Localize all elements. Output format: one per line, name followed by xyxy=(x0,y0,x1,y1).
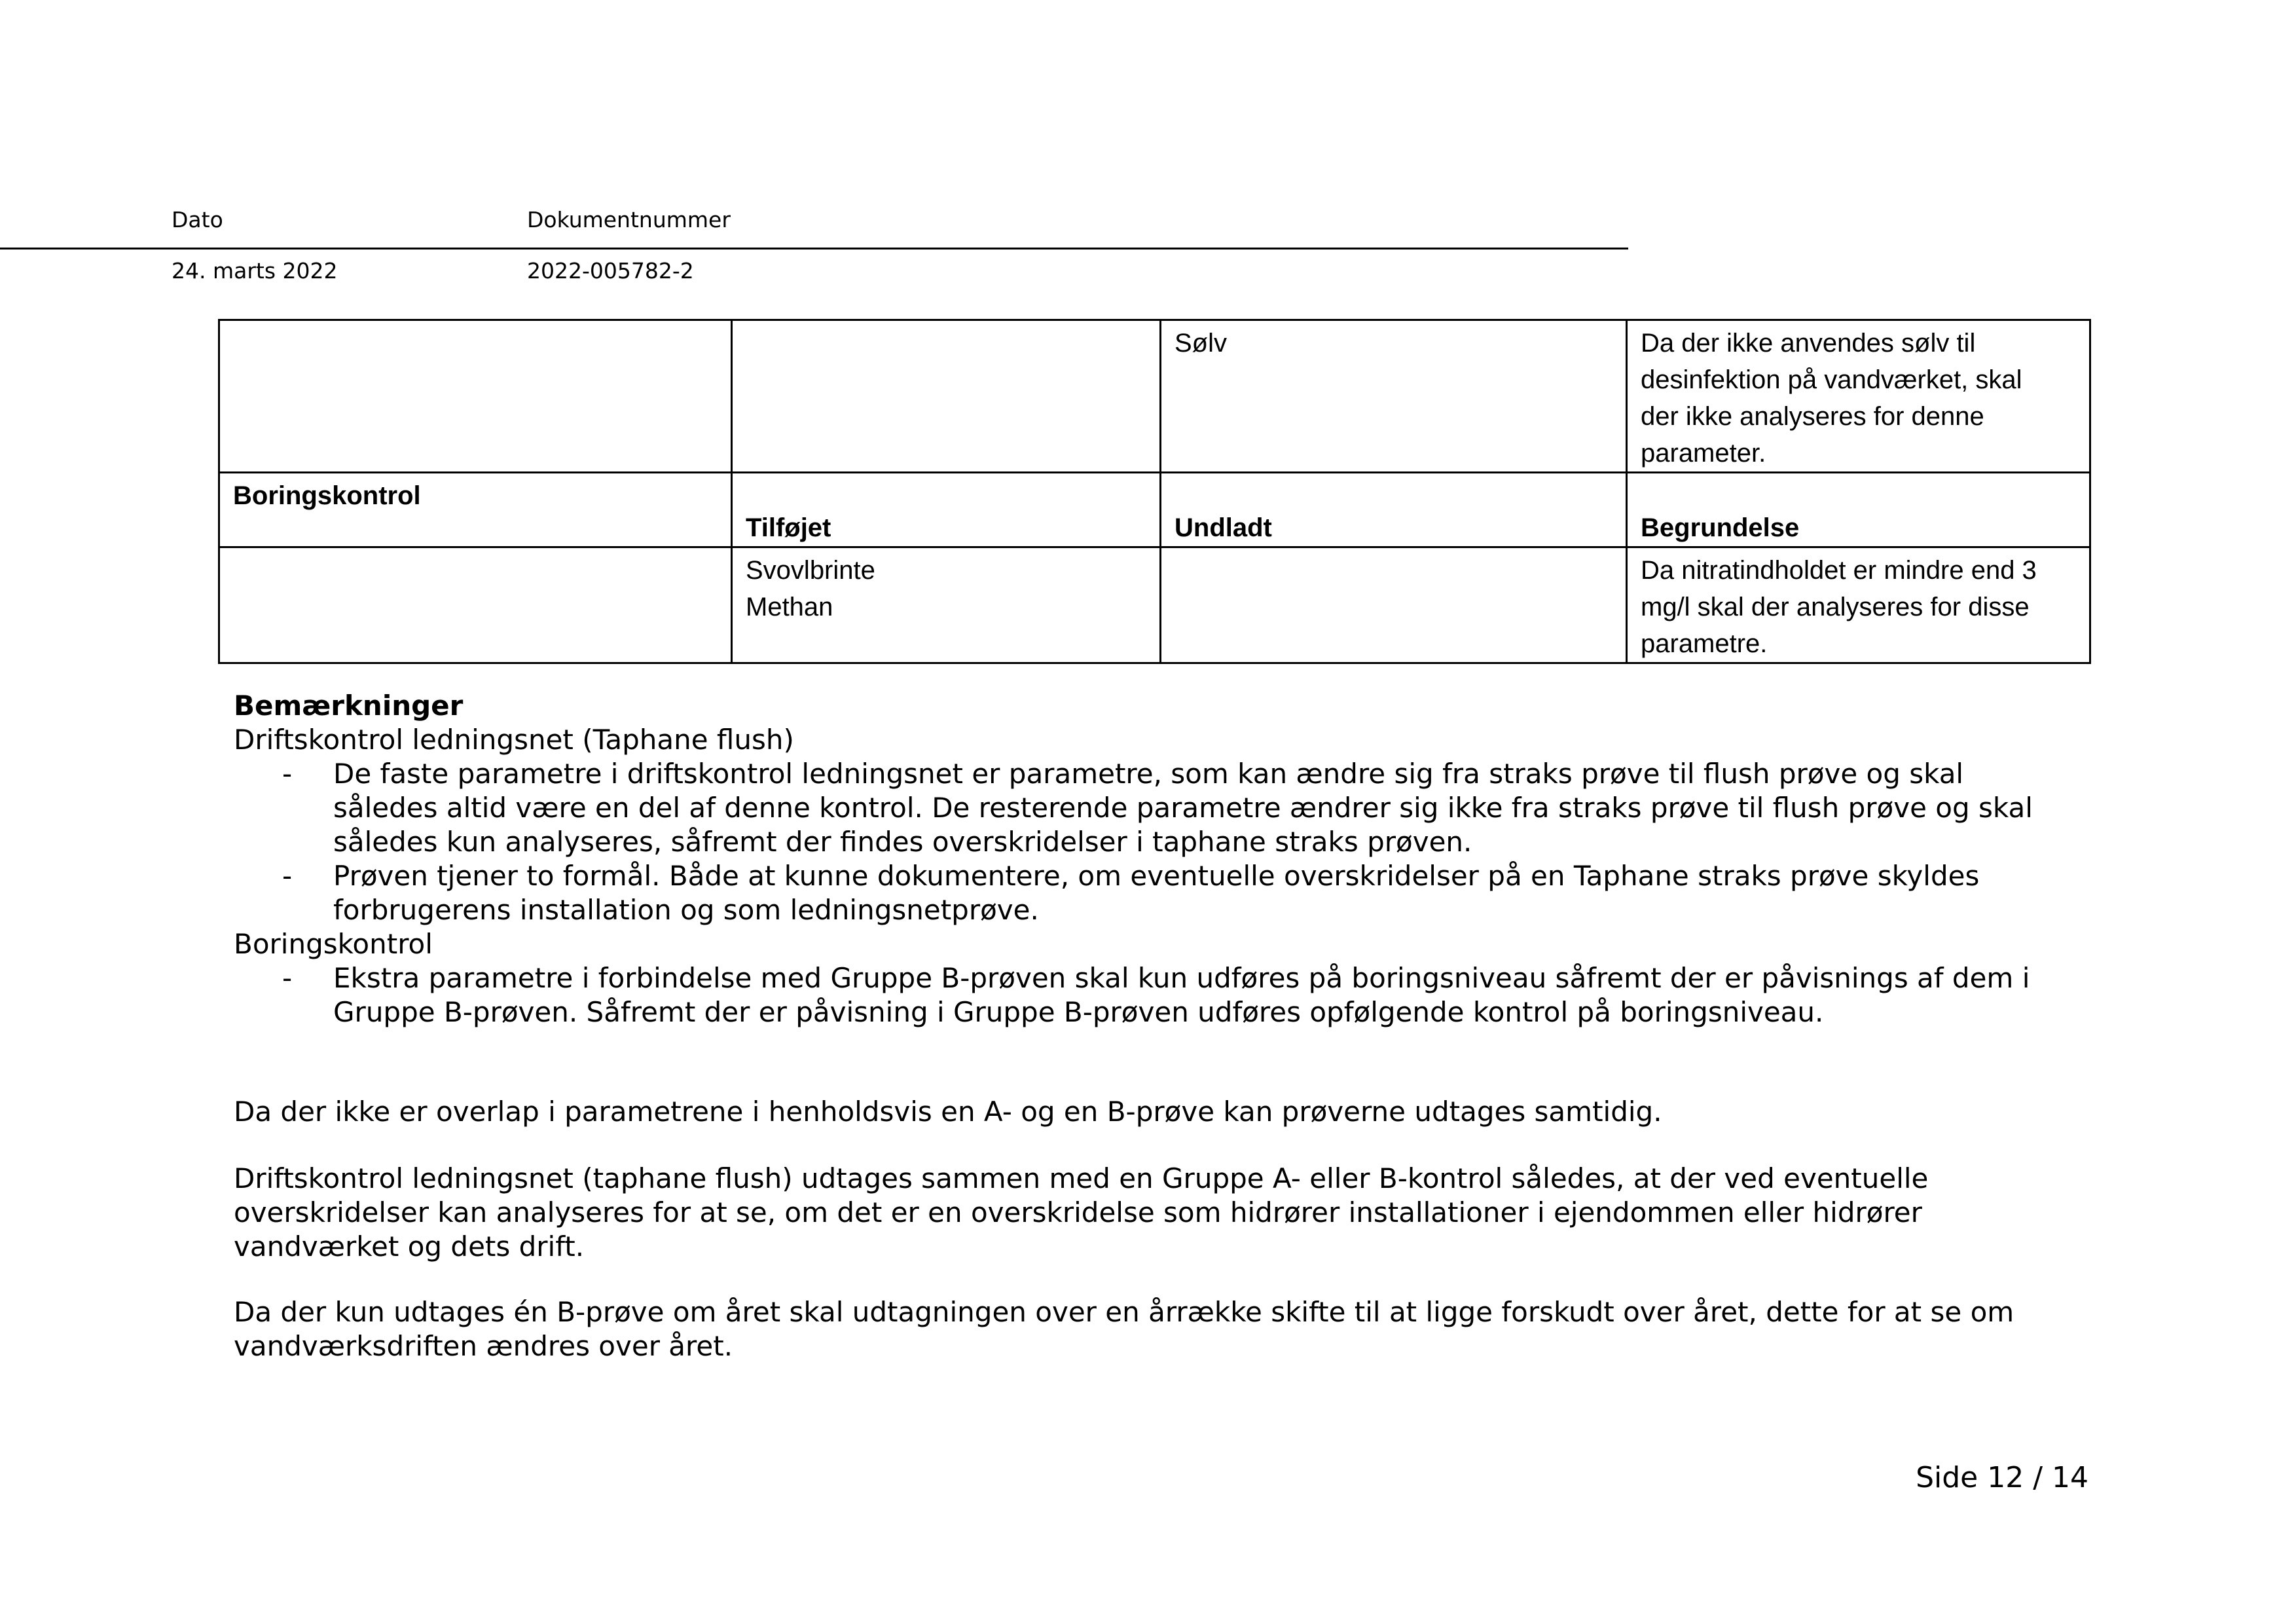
paragraph-line: vandværket og dets drift. xyxy=(234,1230,585,1263)
list-item-line: Gruppe B-prøven. Såfremt der er påvisning i Gruppe B-prøven udføres opfølgende kontrol på boringsniveau. xyxy=(333,996,1824,1028)
paragraph-line: overskridelser kan analyseres for at se, om det er en overskridelse som hidrører installationer i ejendommen eller hidrører xyxy=(234,1196,1922,1228)
column-header-tilfojet: Tilføjet xyxy=(732,473,1161,547)
remarks-heading: Bemærkninger xyxy=(234,690,464,722)
bullet-list xyxy=(234,961,2086,1029)
table-row xyxy=(219,320,2090,473)
paragraph-line: Da der ikke er overlap i parametrene i henholdsvis en A- og en B-prøve kan prøverne udtages samtidig. xyxy=(234,1096,1662,1128)
parameter-name: Sølv xyxy=(1175,329,1227,358)
remarks-section xyxy=(234,689,2086,1029)
remarks-subheading-driftskontrol: Driftskontrol ledningsnet (Taphane flush) xyxy=(234,724,794,756)
list-item-line: Prøven tjener to formål. Både at kunne dokumentere, om eventuelle overskridelser på en Taphane straks prøve skyldes xyxy=(333,860,1980,892)
list-item xyxy=(234,961,2086,1029)
table-cell xyxy=(732,547,1161,663)
paragraph-line: vandværksdriften ændres over året. xyxy=(234,1330,733,1362)
table-row xyxy=(219,547,2090,663)
added-parameter: Svovlbrinte xyxy=(746,556,875,585)
table-cell xyxy=(1161,320,1627,473)
list-item-line: Ekstra parametre i forbindelse med Gruppe B-prøven skal kun udføres på boringsniveau såfremt der er påvisnings af dem i xyxy=(333,962,2030,994)
document-number-value: 2022-005782-2 xyxy=(527,258,694,284)
date-value: 24. marts 2022 xyxy=(172,258,338,284)
table-cell xyxy=(1161,547,1627,663)
reason-line: parametre. xyxy=(1641,629,1768,658)
column-header-undladt: Undladt xyxy=(1161,473,1627,547)
reason-line: parameter. xyxy=(1641,439,1766,468)
added-parameter: Methan xyxy=(746,593,833,621)
table-cell xyxy=(1627,320,2090,473)
table-header-row xyxy=(219,473,2090,547)
table-cell xyxy=(1627,547,2090,663)
list-item-line: De faste parametre i driftskontrol ledningsnet er parametre, som kan ændre sig fra straks prøve til flush prøve og skal xyxy=(333,758,1964,790)
remarks-subheading-boringskontrol: Boringskontrol xyxy=(234,928,433,960)
date-label: Dato xyxy=(172,207,223,232)
page-number: Side 12 / 14 xyxy=(1916,1461,2088,1494)
paragraph-line: Driftskontrol ledningsnet (taphane flush) udtages sammen med en Gruppe A- eller B-kontrol således, at der ved eventuelle xyxy=(234,1162,1929,1194)
bullet-marker: - xyxy=(282,962,293,994)
reason-line: Da der ikke anvendes sølv til xyxy=(1641,329,1976,358)
reason-line: der ikke analyseres for denne xyxy=(1641,402,1984,431)
table-cell xyxy=(219,320,732,473)
bullet-list xyxy=(234,757,2086,927)
list-item-line: forbrugerens installation og som ledningsnetprøve. xyxy=(333,894,1039,926)
document-number-label: Dokumentnummer xyxy=(527,207,731,232)
list-item-line: således kun analyseres, såfremt der findes overskridelser i taphane straks prøven. xyxy=(333,826,1472,858)
bullet-marker: - xyxy=(282,860,293,892)
column-header-begrundelse: Begrundelse xyxy=(1627,473,2090,547)
table-cell xyxy=(732,320,1161,473)
paragraph xyxy=(234,1095,2086,1129)
reason-line: desinfektion på vandværket, skal xyxy=(1641,365,2022,394)
list-item xyxy=(234,757,2086,859)
bullet-marker: - xyxy=(282,758,293,790)
table-cell xyxy=(219,547,732,663)
parameter-table xyxy=(218,319,2091,664)
paragraph-line: Da der kun udtages én B-prøve om året skal udtagningen over en årrække skifte til at ligge forskudt over året, dette for at se om xyxy=(234,1296,2014,1328)
reason-line: Da nitratindholdet er mindre end 3 xyxy=(1641,556,2037,585)
section-label-boringskontrol: Boringskontrol xyxy=(219,473,732,547)
list-item-line: således altid være en del af denne kontrol. De resterende parametre ændrer sig ikke fra straks prøve til flush prøve og skal xyxy=(333,792,2033,824)
header-divider xyxy=(0,248,1628,249)
paragraph xyxy=(234,1162,2086,1264)
reason-line: mg/l skal der analyseres for disse xyxy=(1641,593,2030,621)
list-item xyxy=(234,859,2086,927)
paragraph xyxy=(234,1295,2086,1363)
